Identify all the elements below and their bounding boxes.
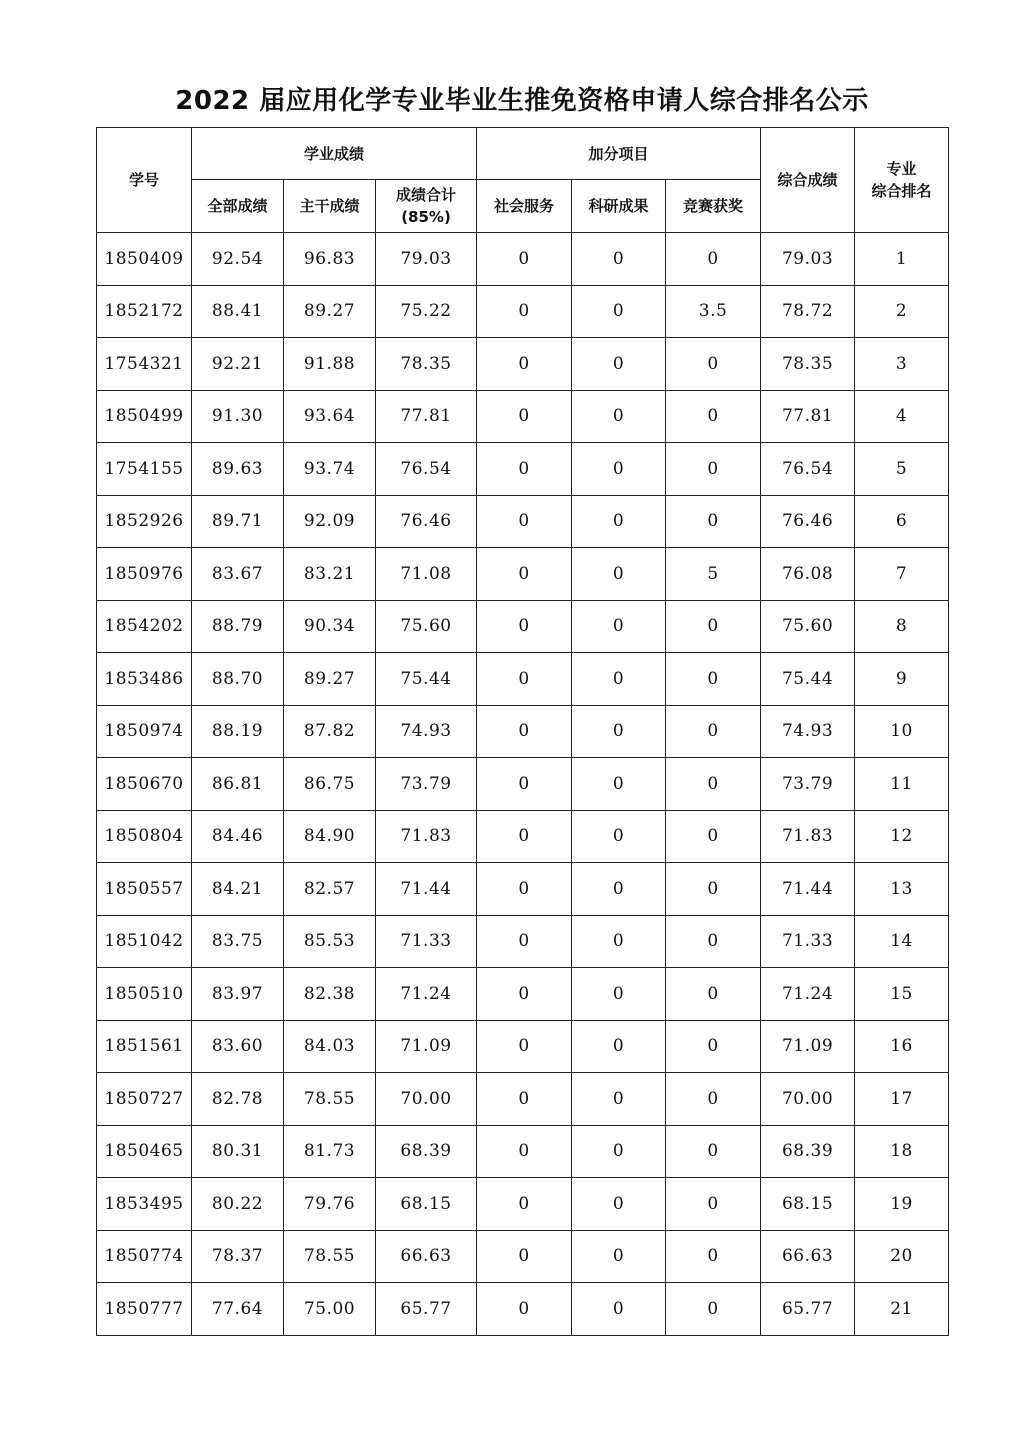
header-academic-group: 学业成绩 xyxy=(192,128,477,180)
cell-competition: 0 xyxy=(666,653,761,706)
cell-composite: 78.72 xyxy=(761,285,855,338)
cell-student-id: 1853486 xyxy=(97,653,192,706)
cell-composite: 71.44 xyxy=(761,863,855,916)
cell-competition: 0 xyxy=(666,968,761,1021)
table-row xyxy=(97,600,949,653)
cell-all-score: 91.30 xyxy=(192,390,284,443)
cell-core-score: 84.90 xyxy=(284,810,376,863)
cell-student-id: 1850670 xyxy=(97,758,192,811)
cell-social-service: 0 xyxy=(477,653,572,706)
cell-core-score: 92.09 xyxy=(284,495,376,548)
cell-competition: 0 xyxy=(666,1283,761,1336)
cell-composite: 75.60 xyxy=(761,600,855,653)
cell-student-id: 1852172 xyxy=(97,285,192,338)
cell-total: 71.33 xyxy=(376,915,477,968)
cell-all-score: 80.22 xyxy=(192,1178,284,1231)
cell-competition: 0 xyxy=(666,1125,761,1178)
cell-composite: 66.63 xyxy=(761,1230,855,1283)
cell-core-score: 89.27 xyxy=(284,653,376,706)
cell-composite: 79.03 xyxy=(761,233,855,286)
cell-social-service: 0 xyxy=(477,1230,572,1283)
cell-student-id: 1854202 xyxy=(97,600,192,653)
cell-composite: 74.93 xyxy=(761,705,855,758)
table-row xyxy=(97,1178,949,1231)
header-total-line2: (85%) xyxy=(401,208,451,226)
table-row xyxy=(97,653,949,706)
cell-student-id: 1850499 xyxy=(97,390,192,443)
cell-competition: 0 xyxy=(666,1073,761,1126)
cell-core-score: 79.76 xyxy=(284,1178,376,1231)
table-row xyxy=(97,705,949,758)
table-body xyxy=(97,233,949,1336)
cell-social-service: 0 xyxy=(477,1020,572,1073)
cell-student-id: 1850465 xyxy=(97,1125,192,1178)
cell-total: 75.44 xyxy=(376,653,477,706)
table-row xyxy=(97,1073,949,1126)
cell-student-id: 1850727 xyxy=(97,1073,192,1126)
cell-core-score: 89.27 xyxy=(284,285,376,338)
cell-rank: 6 xyxy=(855,495,949,548)
table-row xyxy=(97,233,949,286)
table-row xyxy=(97,758,949,811)
cell-student-id: 1852926 xyxy=(97,495,192,548)
cell-core-score: 75.00 xyxy=(284,1283,376,1336)
cell-research: 0 xyxy=(572,863,666,916)
cell-total: 75.60 xyxy=(376,600,477,653)
cell-total: 76.46 xyxy=(376,495,477,548)
table-row xyxy=(97,1020,949,1073)
cell-total: 68.15 xyxy=(376,1178,477,1231)
cell-competition: 0 xyxy=(666,1230,761,1283)
cell-social-service: 0 xyxy=(477,1283,572,1336)
cell-all-score: 80.31 xyxy=(192,1125,284,1178)
header-social-service: 社会服务 xyxy=(477,180,572,233)
cell-core-score: 82.38 xyxy=(284,968,376,1021)
cell-social-service: 0 xyxy=(477,915,572,968)
cell-total: 74.93 xyxy=(376,705,477,758)
cell-core-score: 78.55 xyxy=(284,1073,376,1126)
cell-competition: 0 xyxy=(666,758,761,811)
cell-all-score: 83.97 xyxy=(192,968,284,1021)
cell-research: 0 xyxy=(572,1020,666,1073)
cell-all-score: 83.67 xyxy=(192,548,284,601)
cell-student-id: 1850804 xyxy=(97,810,192,863)
cell-all-score: 88.70 xyxy=(192,653,284,706)
header-rank xyxy=(855,128,949,233)
table-row xyxy=(97,915,949,968)
cell-composite: 71.33 xyxy=(761,915,855,968)
cell-total: 71.83 xyxy=(376,810,477,863)
cell-rank: 9 xyxy=(855,653,949,706)
cell-all-score: 88.19 xyxy=(192,705,284,758)
cell-total: 77.81 xyxy=(376,390,477,443)
table-header xyxy=(97,128,949,233)
cell-rank: 8 xyxy=(855,600,949,653)
table-row xyxy=(97,968,949,1021)
cell-core-score: 90.34 xyxy=(284,600,376,653)
cell-core-score: 87.82 xyxy=(284,705,376,758)
cell-competition: 3.5 xyxy=(666,285,761,338)
cell-total: 68.39 xyxy=(376,1125,477,1178)
cell-rank: 7 xyxy=(855,548,949,601)
cell-research: 0 xyxy=(572,285,666,338)
cell-research: 0 xyxy=(572,338,666,391)
cell-research: 0 xyxy=(572,600,666,653)
table-row xyxy=(97,1125,949,1178)
cell-social-service: 0 xyxy=(477,390,572,443)
cell-rank: 5 xyxy=(855,443,949,496)
cell-rank: 21 xyxy=(855,1283,949,1336)
cell-rank: 4 xyxy=(855,390,949,443)
cell-total: 65.77 xyxy=(376,1283,477,1336)
cell-all-score: 78.37 xyxy=(192,1230,284,1283)
cell-all-score: 86.81 xyxy=(192,758,284,811)
header-composite: 综合成绩 xyxy=(761,128,855,233)
cell-all-score: 77.64 xyxy=(192,1283,284,1336)
cell-competition: 0 xyxy=(666,915,761,968)
cell-core-score: 85.53 xyxy=(284,915,376,968)
cell-social-service: 0 xyxy=(477,1178,572,1231)
cell-social-service: 0 xyxy=(477,443,572,496)
cell-research: 0 xyxy=(572,1178,666,1231)
cell-composite: 76.08 xyxy=(761,548,855,601)
header-total xyxy=(376,180,477,233)
cell-research: 0 xyxy=(572,810,666,863)
cell-all-score: 82.78 xyxy=(192,1073,284,1126)
header-all-score: 全部成绩 xyxy=(192,180,284,233)
cell-composite: 70.00 xyxy=(761,1073,855,1126)
cell-total: 66.63 xyxy=(376,1230,477,1283)
cell-research: 0 xyxy=(572,1125,666,1178)
cell-research: 0 xyxy=(572,233,666,286)
cell-all-score: 83.75 xyxy=(192,915,284,968)
cell-all-score: 84.21 xyxy=(192,863,284,916)
cell-composite: 76.54 xyxy=(761,443,855,496)
cell-social-service: 0 xyxy=(477,548,572,601)
cell-rank: 15 xyxy=(855,968,949,1021)
cell-competition: 0 xyxy=(666,1020,761,1073)
header-bonus-group: 加分项目 xyxy=(477,128,761,180)
table-row xyxy=(97,548,949,601)
cell-core-score: 96.83 xyxy=(284,233,376,286)
table-row xyxy=(97,1283,949,1336)
table-row xyxy=(97,390,949,443)
cell-core-score: 81.73 xyxy=(284,1125,376,1178)
cell-all-score: 89.71 xyxy=(192,495,284,548)
cell-rank: 3 xyxy=(855,338,949,391)
cell-composite: 78.35 xyxy=(761,338,855,391)
header-student-id: 学号 xyxy=(97,128,192,233)
cell-composite: 71.09 xyxy=(761,1020,855,1073)
cell-competition: 0 xyxy=(666,810,761,863)
table-row xyxy=(97,285,949,338)
cell-core-score: 93.64 xyxy=(284,390,376,443)
cell-all-score: 92.54 xyxy=(192,233,284,286)
cell-total: 75.22 xyxy=(376,285,477,338)
cell-research: 0 xyxy=(572,1230,666,1283)
cell-student-id: 1754155 xyxy=(97,443,192,496)
ranking-table xyxy=(96,127,949,1336)
cell-total: 71.08 xyxy=(376,548,477,601)
cell-all-score: 89.63 xyxy=(192,443,284,496)
table-row xyxy=(97,863,949,916)
cell-student-id: 1853495 xyxy=(97,1178,192,1231)
cell-social-service: 0 xyxy=(477,285,572,338)
cell-core-score: 93.74 xyxy=(284,443,376,496)
cell-research: 0 xyxy=(572,758,666,811)
header-competition: 竞赛获奖 xyxy=(666,180,761,233)
cell-research: 0 xyxy=(572,653,666,706)
cell-core-score: 91.88 xyxy=(284,338,376,391)
cell-rank: 17 xyxy=(855,1073,949,1126)
cell-rank: 16 xyxy=(855,1020,949,1073)
cell-student-id: 1754321 xyxy=(97,338,192,391)
cell-social-service: 0 xyxy=(477,758,572,811)
cell-composite: 68.15 xyxy=(761,1178,855,1231)
cell-core-score: 84.03 xyxy=(284,1020,376,1073)
cell-competition: 0 xyxy=(666,495,761,548)
cell-student-id: 1850976 xyxy=(97,548,192,601)
cell-student-id: 1851561 xyxy=(97,1020,192,1073)
cell-competition: 0 xyxy=(666,705,761,758)
cell-core-score: 82.57 xyxy=(284,863,376,916)
cell-social-service: 0 xyxy=(477,705,572,758)
cell-social-service: 0 xyxy=(477,968,572,1021)
cell-social-service: 0 xyxy=(477,233,572,286)
cell-total: 71.44 xyxy=(376,863,477,916)
page-title: 2022 届应用化学专业毕业生推免资格申请人综合排名公示 xyxy=(175,86,869,116)
cell-composite: 73.79 xyxy=(761,758,855,811)
cell-composite: 71.83 xyxy=(761,810,855,863)
cell-research: 0 xyxy=(572,495,666,548)
cell-core-score: 83.21 xyxy=(284,548,376,601)
table-row xyxy=(97,338,949,391)
cell-all-score: 83.60 xyxy=(192,1020,284,1073)
cell-total: 71.24 xyxy=(376,968,477,1021)
cell-social-service: 0 xyxy=(477,810,572,863)
cell-core-score: 78.55 xyxy=(284,1230,376,1283)
cell-all-score: 84.46 xyxy=(192,810,284,863)
cell-competition: 0 xyxy=(666,1178,761,1231)
cell-rank: 18 xyxy=(855,1125,949,1178)
cell-rank: 19 xyxy=(855,1178,949,1231)
header-rank-line1: 专业 xyxy=(886,160,917,178)
cell-total: 76.54 xyxy=(376,443,477,496)
header-core-score: 主干成绩 xyxy=(284,180,376,233)
cell-all-score: 92.21 xyxy=(192,338,284,391)
cell-total: 79.03 xyxy=(376,233,477,286)
cell-core-score: 86.75 xyxy=(284,758,376,811)
cell-composite: 65.77 xyxy=(761,1283,855,1336)
table-row xyxy=(97,1230,949,1283)
cell-total: 71.09 xyxy=(376,1020,477,1073)
cell-rank: 11 xyxy=(855,758,949,811)
cell-social-service: 0 xyxy=(477,600,572,653)
table-row xyxy=(97,810,949,863)
cell-social-service: 0 xyxy=(477,1125,572,1178)
table-row xyxy=(97,443,949,496)
cell-rank: 20 xyxy=(855,1230,949,1283)
cell-composite: 76.46 xyxy=(761,495,855,548)
cell-composite: 75.44 xyxy=(761,653,855,706)
cell-competition: 0 xyxy=(666,233,761,286)
cell-competition: 0 xyxy=(666,443,761,496)
cell-research: 0 xyxy=(572,1283,666,1336)
header-research: 科研成果 xyxy=(572,180,666,233)
cell-rank: 1 xyxy=(855,233,949,286)
cell-student-id: 1850974 xyxy=(97,705,192,758)
cell-all-score: 88.41 xyxy=(192,285,284,338)
cell-rank: 14 xyxy=(855,915,949,968)
cell-research: 0 xyxy=(572,390,666,443)
cell-competition: 0 xyxy=(666,390,761,443)
cell-competition: 0 xyxy=(666,863,761,916)
cell-student-id: 1850409 xyxy=(97,233,192,286)
cell-research: 0 xyxy=(572,548,666,601)
cell-rank: 12 xyxy=(855,810,949,863)
header-total-line1: 成绩合计 xyxy=(396,186,457,204)
cell-competition: 0 xyxy=(666,338,761,391)
cell-social-service: 0 xyxy=(477,863,572,916)
cell-student-id: 1850774 xyxy=(97,1230,192,1283)
cell-research: 0 xyxy=(572,915,666,968)
cell-total: 78.35 xyxy=(376,338,477,391)
cell-student-id: 1851042 xyxy=(97,915,192,968)
cell-rank: 10 xyxy=(855,705,949,758)
cell-research: 0 xyxy=(572,968,666,1021)
cell-total: 70.00 xyxy=(376,1073,477,1126)
cell-social-service: 0 xyxy=(477,495,572,548)
cell-student-id: 1850777 xyxy=(97,1283,192,1336)
cell-rank: 13 xyxy=(855,863,949,916)
cell-social-service: 0 xyxy=(477,1073,572,1126)
cell-composite: 68.39 xyxy=(761,1125,855,1178)
table-row xyxy=(97,495,949,548)
cell-all-score: 88.79 xyxy=(192,600,284,653)
cell-research: 0 xyxy=(572,705,666,758)
cell-student-id: 1850557 xyxy=(97,863,192,916)
cell-composite: 71.24 xyxy=(761,968,855,1021)
cell-research: 0 xyxy=(572,443,666,496)
cell-social-service: 0 xyxy=(477,338,572,391)
header-rank-line2: 综合排名 xyxy=(871,182,932,200)
cell-competition: 5 xyxy=(666,548,761,601)
cell-composite: 77.81 xyxy=(761,390,855,443)
cell-competition: 0 xyxy=(666,600,761,653)
cell-research: 0 xyxy=(572,1073,666,1126)
cell-total: 73.79 xyxy=(376,758,477,811)
cell-rank: 2 xyxy=(855,285,949,338)
cell-student-id: 1850510 xyxy=(97,968,192,1021)
